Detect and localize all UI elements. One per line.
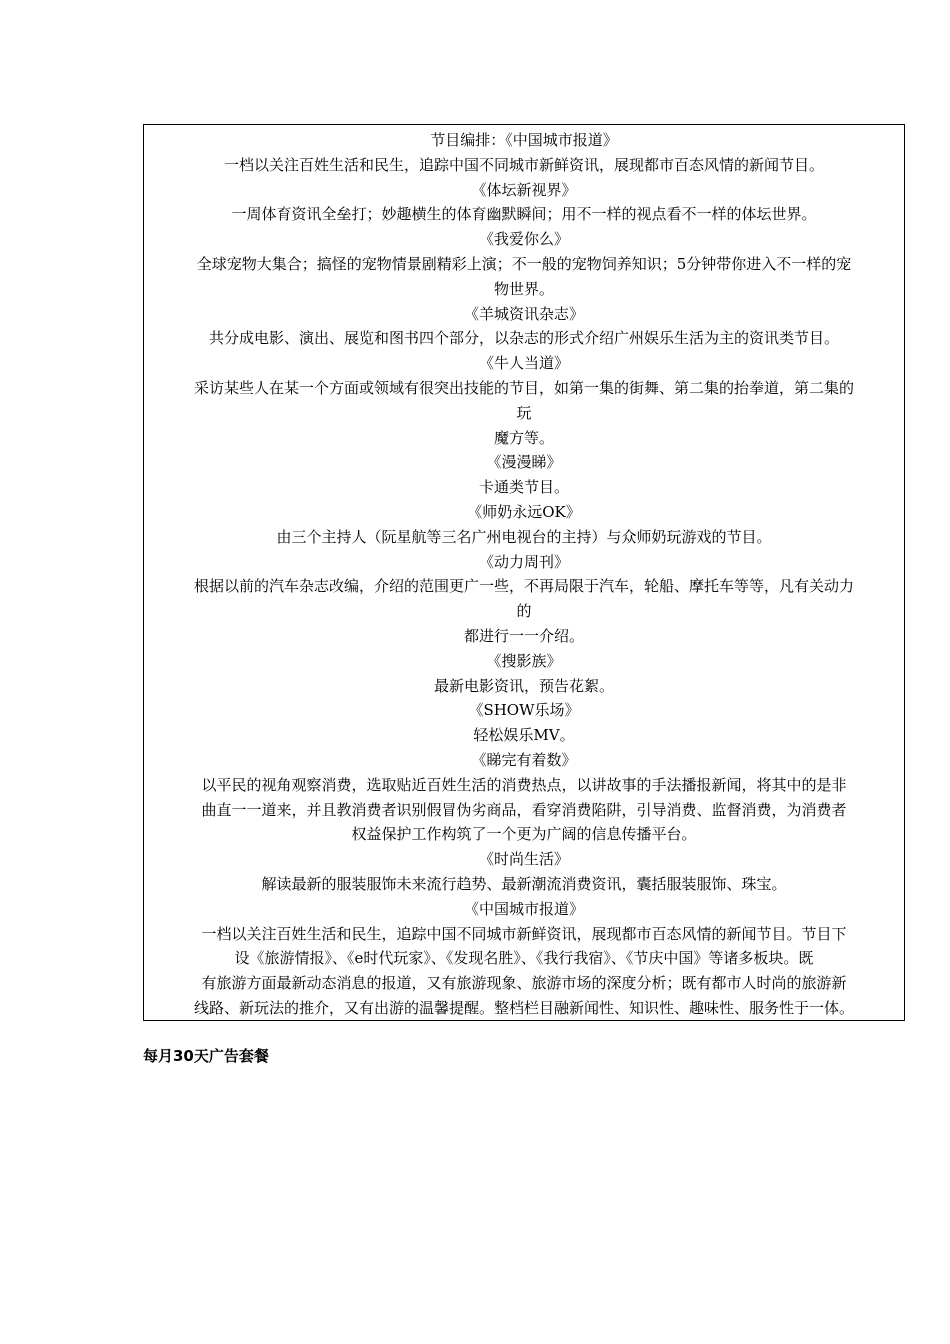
program-line: 《漫漫睇》 <box>486 453 562 472</box>
program-line: 《时尚生活》 <box>478 850 569 869</box>
program-line: 《体坛新视界》 <box>471 180 577 199</box>
program-line: 《羊城资讯杂志》 <box>463 304 584 323</box>
program-line: 《牛人当道》 <box>478 354 569 373</box>
program-line: 曲直一一道来，并且教消费者识别假冒伪劣商品，看穿消费陷阱，引导消费、监督消费，为消费者 <box>201 800 847 819</box>
program-line: 的 <box>516 602 532 621</box>
program-line: 一档以关注百姓生活和民生，追踪中国不同城市新鲜资讯，展现都市百态风情的新闻节目。 <box>223 155 824 174</box>
program-line: 都进行一一介绍。 <box>463 626 584 645</box>
program-line: 玩 <box>516 403 532 422</box>
program-line: 最新电影资讯，预告花絮。 <box>433 676 614 695</box>
program-line: 共分成电影、演出、展览和图书四个部分，以杂志的形式介绍广州娱乐生活为主的资讯类节目。 <box>208 329 839 348</box>
program-line: 一周体育资讯全垒打；妙趣横生的体育幽默瞬间；用不一样的视点看不一样的体坛世界。 <box>231 205 817 224</box>
program-line: 全球宠物大集合；搞怪的宠物情景剧精彩上演；不一般的宠物饲养知识；5分钟带你进入不一样的宠 <box>196 254 852 273</box>
program-line: 《睇完有着数》 <box>471 750 577 769</box>
program-line: 物世界。 <box>493 279 554 298</box>
program-line: 卡通类节目。 <box>478 478 569 497</box>
program-line: 轻松娱乐MV。 <box>473 726 575 745</box>
program-line: 权益保护工作构筑了一个更为广阔的信息传播平台。 <box>351 825 697 844</box>
program-line: 线路、新玩法的推介，又有出游的温馨提醒。整档栏目融新闻性、知识性、趣味性、服务性于一体。 <box>193 998 854 1017</box>
program-line: 设《旅游情报》、《e时代玩家》、《发现名胜》、《我行我宿》、《节庆中国》等诸多板块。既 <box>234 949 814 968</box>
program-line: 《我爱你么》 <box>478 230 569 249</box>
program-line: 一档以关注百姓生活和民生，追踪中国不同城市新鲜资讯，展现都市百态风情的新闻节目。节目下 <box>201 924 847 943</box>
program-line: 节目编排：《中国城市报道》 <box>430 131 618 149</box>
program-line: 《搜影族》 <box>486 651 562 670</box>
program-line: 《中国城市报道》 <box>463 899 584 918</box>
program-line: 魔方等。 <box>493 428 554 447</box>
ad-package-heading: 每月30天广告套餐 <box>143 1047 269 1065</box>
program-line: 《师奶永远OK》 <box>467 502 581 521</box>
program-line: 《动力周刊》 <box>478 552 569 571</box>
program-line: 《SHOW乐场》 <box>468 701 580 720</box>
program-line: 解读最新的服装服饰未来流行趋势、最新潮流消费资讯，囊括服装服饰、珠宝。 <box>261 874 787 893</box>
program-line: 有旅游方面最新动态消息的报道，又有旅游现象、旅游市场的深度分析；既有都市人时尚的旅游新 <box>201 974 847 993</box>
program-schedule-box <box>143 124 905 1021</box>
program-line: 采访某些人在某一个方面或领域有很突出技能的节目，如第一集的街舞、第二集的抬拳道，第二集的 <box>193 378 854 397</box>
program-line: 由三个主持人（阮星航等三名广州电视台的主持）与众师奶玩游戏的节目。 <box>276 527 772 546</box>
program-line: 以平民的视角观察消费，选取贴近百姓生活的消费热点，以讲故事的手法播报新闻，将其中的是非 <box>201 775 847 794</box>
program-line: 根据以前的汽车杂志改编，介绍的范围更广一些，不再局限于汽车，轮船、摩托车等等，凡有关动力 <box>193 577 854 596</box>
